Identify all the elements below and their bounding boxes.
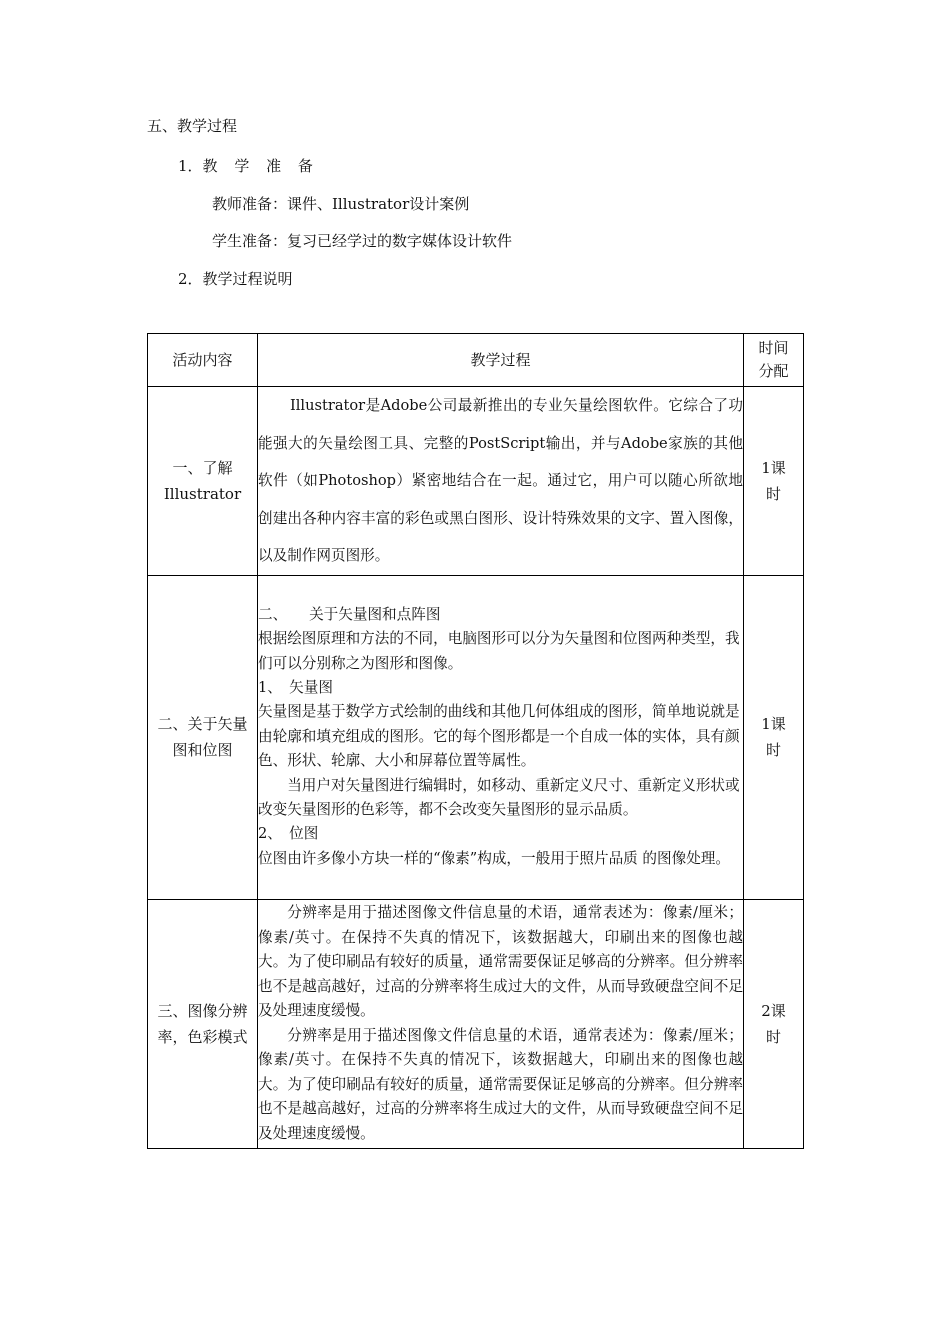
activity-line1: 二、关于矢量 [157, 715, 248, 733]
header-process: 教学过程 [258, 334, 744, 387]
process-bitmap-desc: 位图由许多像小方块一样的“像素”构成，一般用于照片品质 的图像处理。 [258, 849, 730, 867]
activity-line2: Illustrator [163, 484, 242, 503]
time-cell [744, 575, 804, 899]
time-line2: 时 [765, 484, 781, 503]
subsection-process-title: 2．教学过程说明 [178, 270, 293, 288]
subsection-label: 教 学 准 备 [202, 157, 319, 175]
activity-cell [148, 899, 258, 1148]
time-line1: 1课 [761, 458, 786, 477]
teacher-prep: 教师准备：课件、Illustrator设计案例 [212, 195, 470, 213]
process-heading: 二、 关于矢量图和点阵图 [258, 605, 441, 623]
process-cell [258, 575, 744, 899]
teaching-process-table [147, 333, 804, 1149]
activity-cell [148, 387, 258, 576]
process-cell [258, 899, 744, 1148]
process-subheading-vector: 1、 矢量图 [258, 678, 333, 696]
table-row [148, 899, 804, 1148]
time-line1: 1课 [761, 715, 786, 733]
time-line2: 时 [765, 741, 781, 759]
student-prep: 学生准备：复习已经学过的数字媒体设计软件 [212, 232, 513, 250]
process-text: Illustrator是Adobe公司最新推出的专业矢量绘图软件。它综合了功能强大的矢量绘图工具、完整的PostScript输出，并与Adobe家族的其他软件（如Photoshop）紧密地结合在一起。通过它，用户可以随心所欲地创建出各种内容丰富的彩色或黑白图形、设计特殊效果的文字、置入图像，以及制作网页图形。 [258, 397, 743, 564]
table-header-row [148, 334, 804, 387]
time-line2: 时 [765, 1027, 781, 1046]
process-vector-desc: 矢量图是基于数学方式绘制的曲线和其他几何体组成的图形，简单地说就是由轮廓和填充组成的图形。它的每个图形都是一个自成一体的实体，具有颜色、形状、轮廓、大小和屏幕位置等属性。 [258, 703, 740, 770]
header-time-line1: 时间 [758, 339, 789, 357]
table-row [148, 387, 804, 576]
process-intro: 根据绘图原理和方法的不同，电脑图形可以分为矢量图和位图两种类型，我们可以分别称之为图形和图像。 [258, 630, 740, 672]
process-paragraph-1: 分辨率是用于描述图像文件信息量的术语，通常表述为：像素/厘米；像素/英寸。在保持不失真的情况下，该数据越大，印刷出来的图像也越大。为了使印刷品有较好的质量，通常需要保证足够高的分辨率。但分辨率也不是越高越好，过高的分辨率将生成过大的文件，从而导致硬盘空间不足及处理速度缓慢。 [258, 904, 743, 1019]
header-activity: 活动内容 [148, 334, 258, 387]
subsection-number: 1． [178, 157, 203, 175]
activity-cell [148, 575, 258, 899]
time-cell [744, 387, 804, 576]
process-vector-edit: 当用户对矢量图进行编辑时，如移动、重新定义尺寸、重新定义形状或改变矢量图形的色彩等，都不会改变矢量图形的显示品质。 [258, 776, 740, 819]
subsection-prep-title [178, 156, 319, 176]
header-time-line2: 分配 [758, 362, 789, 380]
activity-line2: 图和位图 [172, 741, 233, 759]
process-cell [258, 387, 744, 576]
process-paragraph-2: 分辨率是用于描述图像文件信息量的术语，通常表述为：像素/厘米；像素/英寸。在保持不失真的情况下，该数据越大，印刷出来的图像也越大。为了使印刷品有较好的质量，通常需要保证足够高的分辨率。但分辨率也不是越高越好，过高的分辨率将生成过大的文件，从而导致硬盘空间不足及处理速度缓慢。 [258, 1026, 743, 1142]
activity-line1: 一、了解 [172, 458, 233, 477]
time-line1: 2课 [761, 1001, 786, 1020]
time-cell [744, 899, 804, 1148]
activity-line2: 率，色彩模式 [157, 1027, 248, 1046]
table-row [148, 575, 804, 899]
process-subheading-bitmap: 2、 位图 [258, 825, 319, 843]
header-time [744, 334, 804, 387]
section-title: 五、教学过程 [147, 117, 238, 135]
activity-line1: 三、图像分辨 [157, 1001, 248, 1020]
